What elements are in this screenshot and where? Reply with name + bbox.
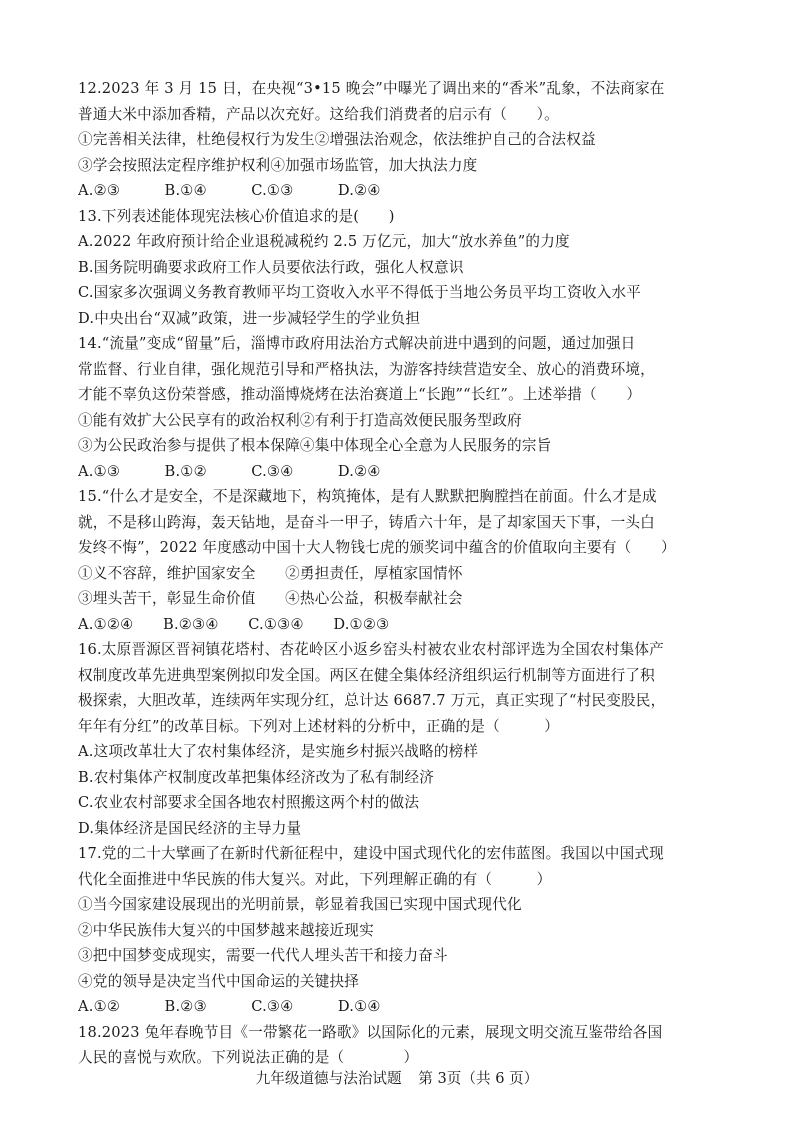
question-line: 权制度改革先进典型案例拟印发全国。两区在健全集体经济组织运行机制等方面进行了积 bbox=[78, 666, 655, 684]
question-line: 17.党的二十大擘画了在新时代新征程中，建设中国式现代化的宏伟蓝图。我国以中国式现 bbox=[78, 845, 664, 862]
question-line: 就，不是移山跨海，轰天钻地，是奋斗一甲子，铸盾六十年，是了却家国天下事，一头白 bbox=[78, 513, 655, 531]
question-13 bbox=[78, 204, 738, 332]
option-line: ④党的领导是决定当代中国命运的关键抉择 bbox=[78, 972, 360, 990]
option-line: ①完善相关法律，杜绝侵权行为发生②增强法治观念，依法维护自己的合法权益 bbox=[78, 131, 596, 148]
option-line: B.农村集体产权制度改革把集体经济改为了私有制经济 bbox=[78, 768, 435, 786]
option-line: ②中华民族伟大复兴的中国梦越来越接近现实 bbox=[78, 921, 374, 939]
option-line: ③为公民政治参与提供了根本保障④集中体现全心全意为人民服务的宗旨 bbox=[78, 437, 552, 454]
footer-subject: 九年级道德与法治试题 bbox=[255, 1070, 402, 1087]
question-line: 15.“什么才是安全，不是深藏地下，构筑掩体，是有人默默把胸膛挡在前面。什么才是成 bbox=[78, 488, 657, 505]
answer-choices: A.②③ B.①④ C.①③ D.②④ bbox=[78, 182, 381, 199]
question-17 bbox=[78, 841, 738, 1020]
page-footer bbox=[0, 1068, 794, 1090]
option-line: ③学会按照法定程序维护权利④加强市场监管，加大执法力度 bbox=[78, 156, 478, 174]
question-line: 极探索，大胆改革，连续两年实现分红，总计达 6687.7 万元，真正实现了“村民变股民， bbox=[78, 692, 666, 709]
question-line: 18.2023 兔年春晚节目《一带繁花一路歌》以国际化的元素，展现文明交流互鉴带给各国 bbox=[78, 1023, 663, 1041]
question-line: 14.“流量”变成“留量”后，淄博市政府用法治方式解决前进中遇到的问题，通过加强日 bbox=[78, 335, 636, 352]
question-line: 才能不辜负这份荣誉感，推动淄博烧烤在法治赛道上“长跑”“长红”。上述举措（ ） bbox=[78, 386, 642, 403]
question-line: 16.太原晋源区晋祠镇花塔村、杏花岭区小返乡窑头村被农业农村部评选为全国农村集体产 bbox=[78, 641, 664, 658]
option-line: D.中央出台“双减”政策，进一步减轻学生的学业负担 bbox=[78, 309, 421, 327]
option-line: ①当今国家建设展现出的光明前景，彰显着我国已实现中国式现代化 bbox=[78, 896, 522, 913]
option-line: ①能有效扩大公民享有的政治权利②有利于打造高效便民服务型政府 bbox=[78, 411, 522, 429]
answer-choices: A.①②④ B.②③④ C.①③④ D.①②③ bbox=[78, 615, 390, 633]
footer-page-number: 第 3页（共 6 页） bbox=[418, 1070, 539, 1087]
question-14 bbox=[78, 331, 738, 484]
question-line: 12.2023 年 3 月 15 日，在央视“3•15 晚会”中曝光了调出来的“香米”乱象，不法商家在 bbox=[78, 80, 665, 97]
option-line: A.2022 年政府预计给企业退税减税约 2.5 万亿元，加大“放水养鱼”的力度 bbox=[78, 233, 570, 250]
question-line: 人民的喜悦与欢欣。下列说法正确的是（ ） bbox=[78, 1049, 419, 1066]
option-line: ③埋头苦干，彰显生命价值 ④热心公益，积极奉献社会 bbox=[78, 590, 463, 607]
question-line: 年年有分红”的改革目标。下列对上述材料的分析中，正确的是（ ） bbox=[78, 717, 560, 735]
answer-choices: A.①② B.②③ C.③④ D.①④ bbox=[78, 998, 381, 1015]
option-line: D.集体经济是国民经济的主导力量 bbox=[78, 819, 302, 837]
question-12 bbox=[78, 76, 738, 204]
option-line: ①义不容辞，维护国家安全 ②勇担责任，厚植家国情怀 bbox=[78, 564, 463, 582]
option-line: A.这项改革壮大了农村集体经济，是实施乡村振兴战略的榜样 bbox=[78, 743, 479, 760]
exam-page-body bbox=[78, 76, 738, 1071]
question-line: 发终不悔”，2022 年度感动中国十大人物钱七虎的颁奖词中蕴含的价值取向主要有（ ） bbox=[78, 539, 676, 556]
option-line: C.国家多次强调义务教育教师平均工资收入水平不得低于当地公务员平均工资收入水平 bbox=[78, 284, 642, 301]
question-18 bbox=[78, 1020, 738, 1071]
question-line: 常监督、行业自律，强化规范引导和严格执法，为游客持续营造安全、放心的消费环境， bbox=[78, 360, 655, 378]
option-line: ③把中国梦变成现实，需要一代代人埋头苦干和接力奋斗 bbox=[78, 947, 448, 964]
option-line: B.国务院明确要求政府工作人员要依法行政，强化人权意识 bbox=[78, 258, 464, 276]
answer-choices: A.①③ B.①② C.③④ D.②④ bbox=[78, 462, 381, 480]
question-16 bbox=[78, 637, 738, 841]
question-15 bbox=[78, 484, 738, 637]
question-line: 13.下列表述能体现宪法核心价值追求的是( ) bbox=[78, 207, 395, 225]
question-line: 代化全面推进中华民族的伟大复兴。对此，下列理解正确的有（ ） bbox=[78, 870, 552, 888]
question-line: 普通大米中添加香精，产品以次充好。这给我们消费者的启示有（ ）。 bbox=[78, 105, 559, 123]
option-line: C.农业农村部要求全国各地农村照搬这两个村的做法 bbox=[78, 794, 420, 811]
